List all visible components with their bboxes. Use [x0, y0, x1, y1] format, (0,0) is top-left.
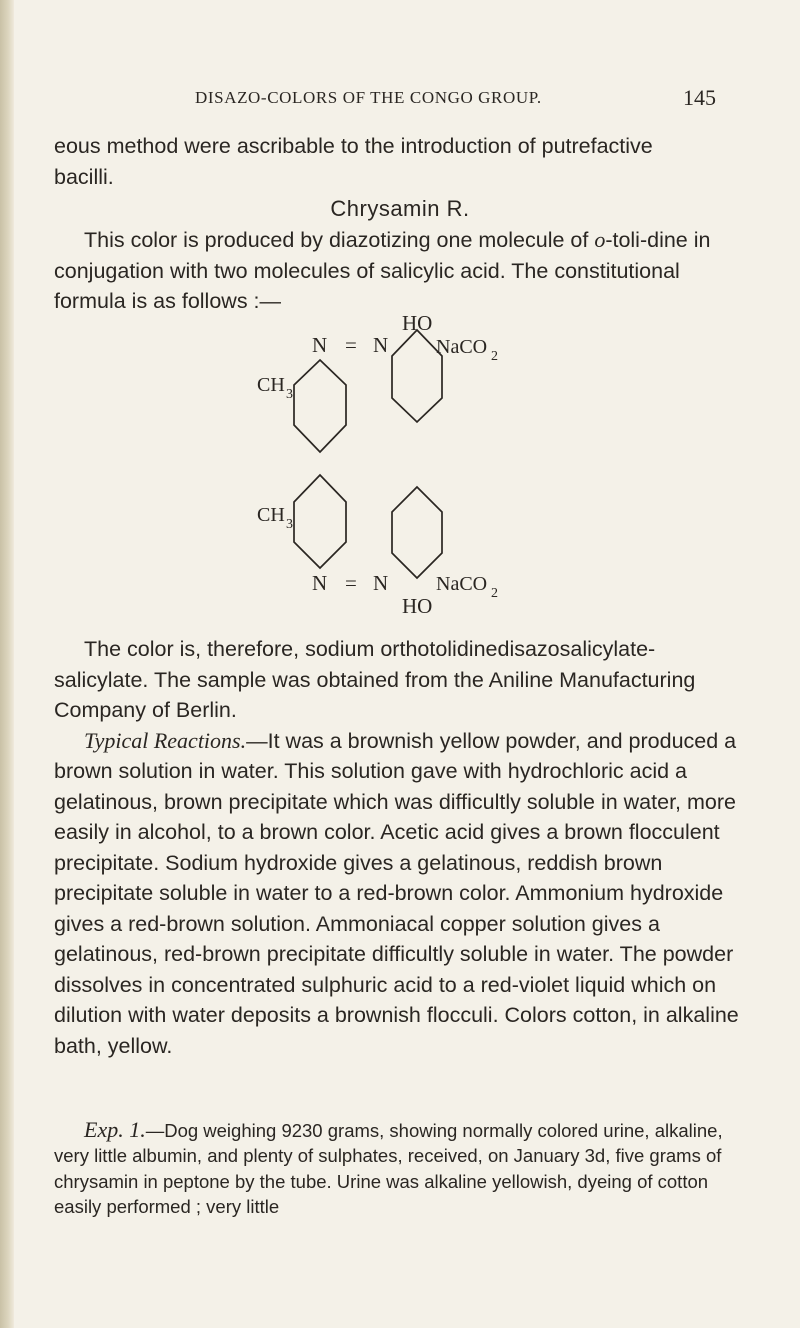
- intro-text-1: This color is produced by diazotizing one molecule of: [84, 228, 595, 252]
- formula-ch3-bottom: CH: [257, 504, 285, 526]
- experiment-paragraph: [54, 1117, 746, 1220]
- formula-n-top-right: N: [373, 333, 389, 357]
- reactions-body: —It was a brownish yellow powder, and produced a brown solution in water. This solution gave with hydrochloric acid a gelatinous, brown precipitate which was difficultly soluble in water, more easily in alcohol, to a brown color. Acetic acid gives a brown flocculent precipitate. Sodium hydroxide gives a gelatinous, reddish brown precipitate soluble in water to a red-brown color. Ammonium hydroxide gives a red-brown solution. Ammoniacal copper solution gives a gelatinous, red-brown precipitate difficultly soluble in water. The powder dissolves in concentrated sulphuric acid to a red-violet liquid which on dilution with water deposits a brownish flocculi. Colors cotton, in alkaline bath, yellow.: [54, 728, 739, 1058]
- formula-equals-bottom: =: [345, 571, 357, 595]
- reactions-label: Typical Reactions.: [84, 727, 247, 753]
- formula-naco-top-sub: 2: [491, 349, 498, 364]
- section-heading: Chrysamin R.: [330, 196, 470, 221]
- formula-n-top-left: N: [312, 333, 328, 357]
- benzene-ring-bottom-left: [294, 475, 346, 568]
- formula-ho-bottom: HO: [402, 594, 433, 618]
- formula-naco-top: NaCO: [436, 336, 488, 358]
- conclusion-paragraph: The color is, therefore, sodium orthotolidinedisazosalicylate-salicylate. The sample was obtained from the Aniline Manufacturing Company of Berlin.: [54, 637, 696, 722]
- experiment-label: Exp. 1.: [84, 1117, 146, 1142]
- benzene-ring-top-left: [294, 360, 346, 452]
- main-paragraphs: [54, 634, 746, 1061]
- formula-naco-bottom: NaCO: [436, 573, 488, 595]
- formula-naco-bottom-sub: 2: [491, 586, 498, 601]
- continued-line-1: eous method were ascribable to the introduction of putrefactive: [54, 134, 653, 158]
- continued-line-2: bacilli.: [54, 164, 114, 189]
- formula-equals-top: =: [345, 333, 357, 357]
- benzene-ring-top-right: [392, 330, 442, 422]
- experiment-body: —Dog weighing 9230 grams, showing normally colored urine, alkaline, very little albumin, and plenty of sulphates, received, on January 3d, five grams of chrysamin in peptone by the tube. Urine was alkaline yellowish, dyeing of cotton easily performed ; very little: [54, 1120, 723, 1218]
- intro-ortho-prefix: o: [594, 227, 606, 252]
- formula-ho-top: HO: [402, 311, 433, 335]
- formula-n-bottom-left: N: [312, 571, 328, 595]
- formula-ch3-top: CH: [257, 374, 285, 396]
- formula-ch3-top-sub: 3: [286, 387, 293, 402]
- intro-text-2: -toli-dine in conjugation with two molecules of salicylic acid. The constitutional formula is as follows :—: [54, 228, 711, 313]
- page-number: 145: [683, 85, 716, 110]
- formula-n-bottom-right: N: [373, 571, 389, 595]
- benzene-ring-bottom-right: [392, 487, 442, 578]
- reactions-paragraph: [54, 726, 746, 1062]
- formula-ch3-bottom-sub: 3: [286, 517, 293, 532]
- running-head-title: DISAZO-COLORS OF THE CONGO GROUP.: [195, 88, 542, 107]
